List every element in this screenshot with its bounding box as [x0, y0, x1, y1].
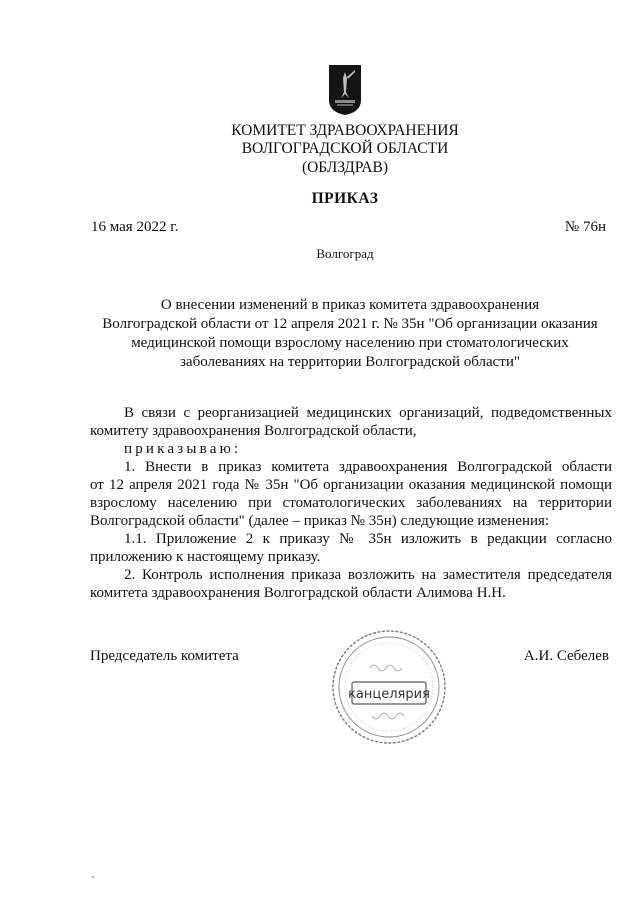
coat-of-arms-emblem — [328, 64, 362, 116]
document-type-title: ПРИКАЗ — [311, 190, 379, 207]
org-name-line-1: КОМИТЕТ ЗДРАВООХРАНЕНИЯ — [231, 122, 459, 139]
order-word: приказываю: — [124, 441, 242, 457]
item-1-line: Волгоградской области" (далее – приказ № 35н) следующие изменения: — [90, 513, 550, 529]
document-date: 16 мая 2022 г. — [91, 219, 179, 235]
subject-line: О внесении изменений в приказ комитета здравоохранения — [160, 297, 540, 313]
item-1-1-line: 1.1. Приложение 2 к приказу № 35н изложить в редакции согласно — [124, 531, 612, 547]
item-2-line: 2. Контроль исполнения приказа возложить на заместителя председателя — [124, 567, 612, 583]
preamble-line: комитету здравоохранения Волгоградской области, — [90, 423, 417, 439]
subject-line: Волгоградской области от 12 апреля 2021 г. № 35н "Об организации оказания — [102, 316, 598, 332]
signatory-position: Председатель комитета — [90, 648, 239, 664]
subject-line: заболеваниях на территории Волгоградской области" — [180, 354, 520, 370]
item-1-line: взрослому населению при стоматологических заболеваниях на территории — [90, 495, 612, 511]
document-subject — [90, 296, 610, 372]
scan-speck — [92, 876, 94, 878]
item-1-line: 1. Внести в приказ комитета здравоохранения Волгоградской области — [124, 459, 612, 475]
item-2-line: комитета здравоохранения Волгоградской области Алимова Н.Н. — [90, 585, 506, 601]
org-abbreviation: (ОБЛЗДРАВ) — [301, 159, 389, 176]
stamp-label: канцелярия — [348, 687, 430, 702]
item-1-1-line: приложению к настоящему приказу. — [90, 549, 321, 565]
body-text — [90, 404, 612, 602]
signatory-name: А.И. Себелев — [523, 648, 609, 664]
org-name-line-2: ВОЛГОГРАДСКОЙ ОБЛАСТИ — [241, 140, 449, 157]
office-stamp — [330, 628, 448, 746]
document-city: Волгоград — [316, 246, 374, 261]
item-1-line: от 12 апреля 2021 года № 35н "Об организации оказания медицинской помощи — [90, 477, 612, 493]
document-number: № 76н — [564, 219, 606, 235]
preamble-line: В связи с реорганизацией медицинских организаций, подведомственных — [124, 405, 612, 421]
subject-line: медицинской помощи взрослому населению при стоматологических — [131, 335, 569, 351]
